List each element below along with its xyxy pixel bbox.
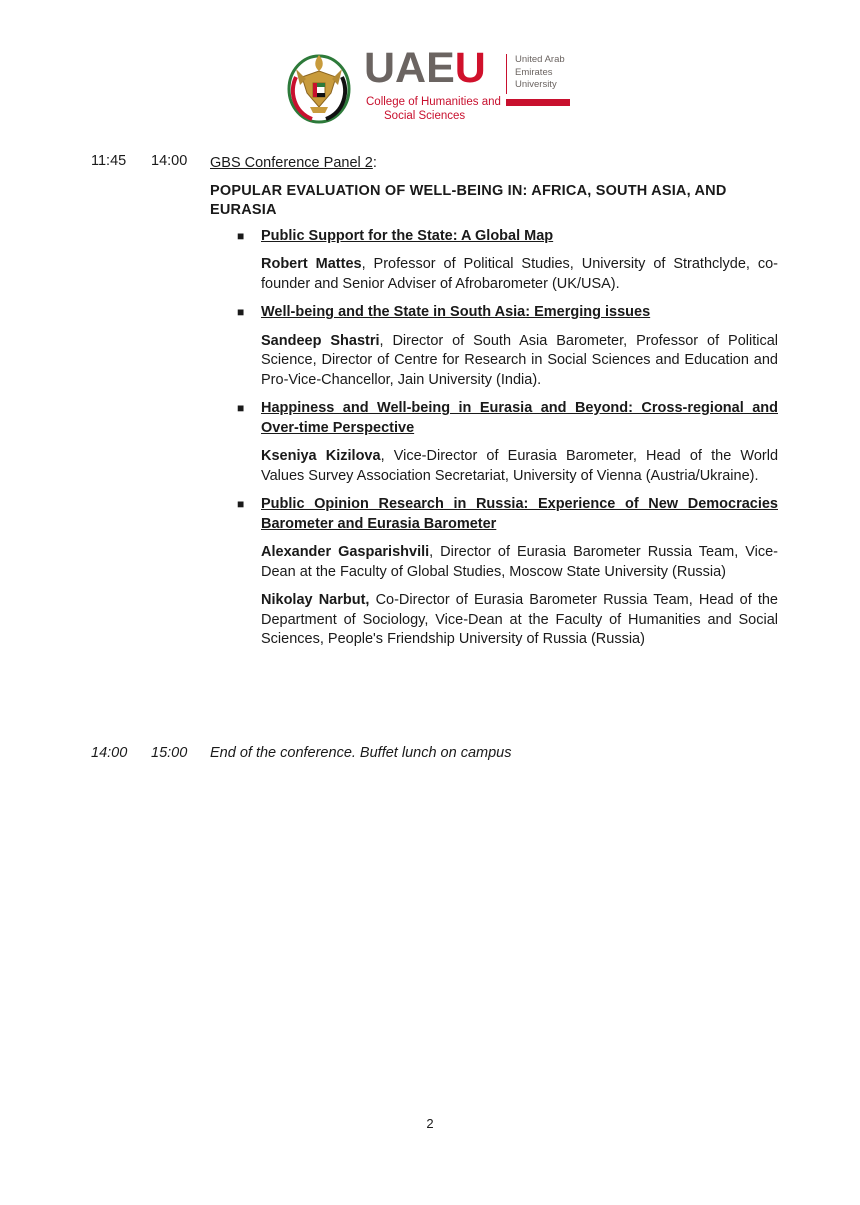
talk-title: Well-being and the State in South Asia: Emerging issues bbox=[261, 304, 651, 320]
talk-title: Public Support for the State: A Global Map bbox=[261, 227, 554, 244]
panel-block bbox=[210, 154, 778, 659]
square-bullet-icon: ■ bbox=[237, 305, 245, 319]
talk-list bbox=[210, 227, 778, 650]
logo-wordmark: UAEU bbox=[364, 44, 486, 92]
uaeu-logo bbox=[284, 44, 584, 125]
college-name: College of Humanities and Social Sciences bbox=[366, 96, 501, 122]
speaker: Alexander Gasparishvili, Director of Eurasia Barometer Russia Team, Vice-Dean at the Faculty of Global Studies, Moscow State University (Russia) bbox=[261, 544, 778, 580]
row2-start-time: 14:00 bbox=[91, 745, 128, 761]
talk-item bbox=[210, 495, 778, 650]
talk-item bbox=[210, 399, 778, 486]
talk-title: Happiness and Well-being in Eurasia and Beyond: Cross-regional and Over-time Perspective bbox=[261, 400, 778, 436]
talk-title: Public Opinion Research in Russia: Experience of New Democracies Barometer and Eurasia Barometer bbox=[261, 496, 778, 532]
uae-falcon-crest-icon bbox=[284, 47, 354, 125]
logo-divider bbox=[506, 54, 507, 94]
row1-start-time: 11:45 bbox=[91, 153, 127, 169]
talk-item bbox=[210, 227, 778, 295]
speaker: Kseniya Kizilova, Vice-Director of Eurasia Barometer, Head of the World Values Survey Association Secretariat, University of Vienna (Austria/Ukraine). bbox=[261, 448, 779, 484]
speaker: Nikolay Narbut, Co-Director of Eurasia Barometer Russia Team, Head of the Department of Sociology, Vice-Dean at the Faculty of Humanities and Social Sciences, People's Friendship University of Russia (Russia) bbox=[261, 592, 778, 647]
talk-item bbox=[210, 303, 778, 390]
panel-heading: POPULAR EVALUATION OF WELL-BEING IN: AFRICA, SOUTH ASIA, AND EURASIA bbox=[210, 182, 727, 218]
speaker: Robert Mattes, Professor of Political Studies, University of Strathclyde, co-founder and Senior Adviser of Afrobarometer (UK/USA). bbox=[261, 256, 778, 292]
university-name: United Arab Emirates University bbox=[515, 54, 565, 90]
square-bullet-icon: ■ bbox=[237, 228, 245, 243]
closing-note: End of the conference. Buffet lunch on campus bbox=[210, 745, 512, 761]
square-bullet-icon: ■ bbox=[237, 497, 245, 511]
row2-end-time: 15:00 bbox=[151, 745, 188, 761]
panel-title[interactable]: GBS Conference Panel 2 bbox=[210, 155, 373, 171]
logo-red-bar bbox=[506, 99, 570, 106]
square-bullet-icon: ■ bbox=[237, 401, 245, 415]
page-number: 2 bbox=[426, 1116, 434, 1131]
row1-end-time: 14:00 bbox=[151, 153, 188, 169]
speaker: Sandeep Shastri, Director of South Asia Barometer, Professor of Political Science, Director of Centre for Research in Social Sciences and Education and Pro-Vice-Chancellor, Jain University (India). bbox=[261, 332, 779, 388]
panel-title-line: GBS Conference Panel 2: bbox=[210, 155, 377, 171]
